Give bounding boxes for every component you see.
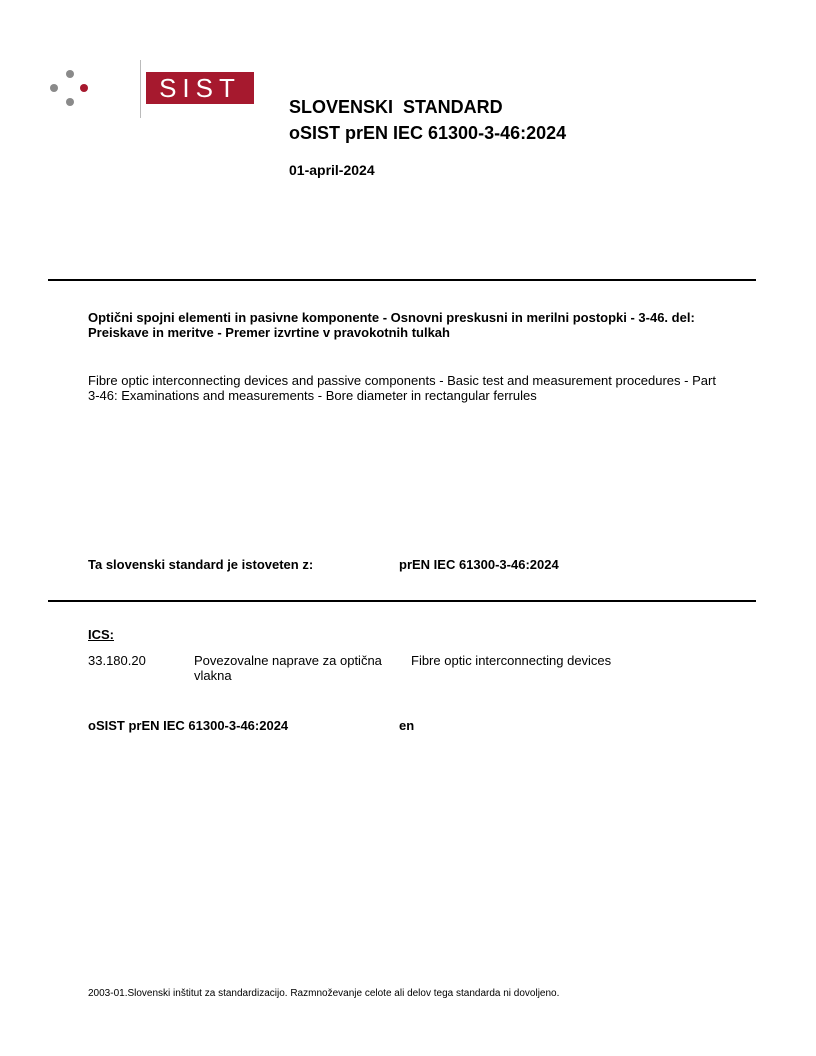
- ics-description-slovenian: Povezovalne naprave za optična vlakna: [194, 653, 382, 683]
- title-slovenian: Optični spojni elementi in pasivne komponente - Osnovni preskusni in merilni postopki - 3-46. del: Preiskave in meritve - Premer izvrtine v pravokotnih tulkah: [88, 310, 695, 340]
- logo-divider: [140, 60, 141, 118]
- title-english: Fibre optic interconnecting devices and passive components - Basic test and measurement procedures - Part 3-46: Examinations and measurements - Bore diameter in rectangular ferrules: [88, 373, 716, 403]
- sist-logo: [48, 60, 241, 120]
- designation-language: en: [399, 718, 415, 733]
- divider-top: [48, 279, 756, 281]
- ics-heading: ICS:: [88, 627, 114, 642]
- logo-dot-icon: [50, 84, 58, 92]
- standard-date: 01-april-2024: [289, 162, 375, 178]
- designation-code: oSIST prEN IEC 61300-3-46:2024: [88, 718, 289, 733]
- standard-header: [289, 94, 566, 146]
- logo-dot-icon: [66, 98, 74, 106]
- logo-dot-red-icon: [80, 84, 88, 92]
- identical-value: prEN IEC 61300-3-46:2024: [399, 557, 559, 572]
- standard-type: SLOVENSKI STANDARD: [289, 97, 503, 117]
- standard-code: oSIST prEN IEC 61300-3-46:2024: [289, 123, 567, 143]
- ics-code: 33.180.20: [88, 653, 146, 668]
- logo-dot-icon: [66, 70, 74, 78]
- identical-label: Ta slovenski standard je istoveten z:: [88, 557, 314, 572]
- copyright-footer: 2003-01.Slovenski inštitut za standardizacijo. Razmnoževanje celote ali delov tega standarda ni dovoljeno.: [88, 988, 560, 999]
- logo-wordmark: SIST: [146, 72, 254, 104]
- divider-middle: [48, 600, 756, 602]
- ics-description-english: Fibre optic interconnecting devices: [411, 653, 612, 668]
